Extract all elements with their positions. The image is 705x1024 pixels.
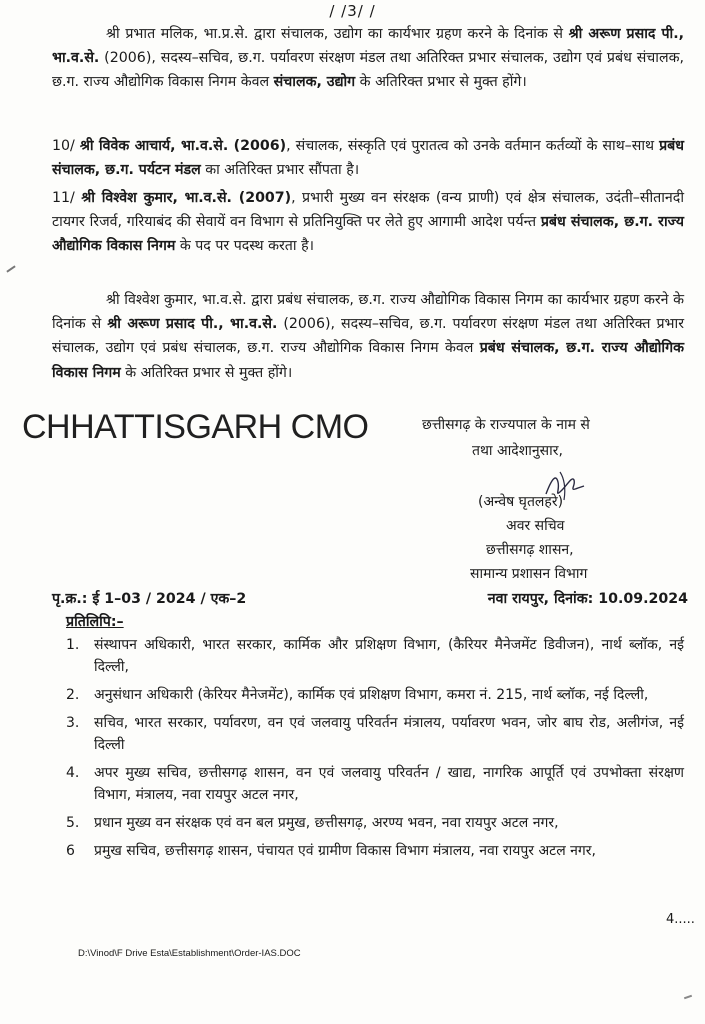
list-item-text: संस्थापन अधिकारी, भारत सरकार, कार्मिक और प्रशिक्षण विभाग, (कैरियर मैनेजमेंट डिवीजन), नार्थ ब्लॉक, नई दिल्ली, <box>94 637 684 675</box>
reference-number: पृ.क्र.: ई 1–03 / 2024 / एक–2 <box>52 591 247 607</box>
text: का अतिरिक्त प्रभार सौंपता है। <box>200 162 360 179</box>
paragraph-relieving-charge-2 <box>52 288 684 385</box>
text: के पद पर पदस्थ करता है। <box>175 238 314 255</box>
text: के अतिरिक्त प्रभार से मुक्त होंगे। <box>355 74 527 91</box>
reference-line <box>52 589 688 608</box>
signatory-department: सामान्य प्रशासन विभाग <box>470 566 588 582</box>
list-item-number: 5. <box>66 815 80 831</box>
bold-text: प्रबंध संचालक, छ.ग. राज्य औद्योगिक विकास निगम <box>52 340 684 381</box>
list-item-number: 6 <box>66 843 75 859</box>
continued-marker: 4..... <box>666 912 695 927</box>
list-item-text: अपर मुख्य सचिव, छत्तीसगढ़ शासन, वन एवं जलवायु परिवर्तन / खाद्य, नागरिक आपूर्ति एवं उपभोक्ता संरक्षण विभाग, मंत्रालय, नवा रायपुर अटल नगर, <box>94 765 684 803</box>
paragraph-relieving-charge <box>52 22 684 95</box>
governor-line-2: तथा आदेशानुसार, <box>472 443 563 459</box>
list-item <box>66 762 684 806</box>
bold-text: श्री अरूण प्रसाद पी., भा.व.से. <box>52 26 684 67</box>
list-item <box>66 684 684 706</box>
page-number: / /3/ / <box>329 2 376 20</box>
bold-text: संचालक, उद्योग <box>273 74 356 91</box>
text: (2006), सदस्य–सचिव, छ.ग. पर्यावरण संरक्षण मंडल तथा अतिरिक्त प्रभार संचालक, उद्योग एवं प्रबंध संचालक, छ.ग. राज्य औद्योगिक विकास निगम केवल <box>52 50 684 91</box>
governor-line-1: छत्तीसगढ़ के राज्यपाल के नाम से <box>422 417 590 433</box>
signatory-government: छत्तीसगढ़ शासन, <box>486 542 574 558</box>
list-item-text: प्रधान मुख्य वन संरक्षक एवं वन बल प्रमुख, छत्तीसगढ़, अरण्य भवन, नवा रायपुर अटल नगर, <box>94 815 559 831</box>
bold-text: प्रबंध संचालक, छ.ग. पर्यटन मंडल <box>52 138 684 179</box>
list-item-text: अनुसंधान अधिकारी (केरियर मैनेजमेंट), कार्मिक एवं प्रशिक्षण विभाग, कमरा नं. 215, नार्थ ब्लॉक, नई दिल्ली, <box>94 687 649 703</box>
list-item-number: 3. <box>66 715 80 731</box>
text: श्री विश्वेश कुमार, भा.व.से. द्वारा प्रबंध संचालक, छ.ग. राज्य औद्योगिक विकास निगम का कार्यभार ग्रहण करने के दिनांक से <box>52 292 684 333</box>
text: श्री प्रभात मलिक, भा.प्र.से. द्वारा संचालक, उद्योग का कार्यभार ग्रहण करने के दिनांक से <box>106 26 569 42</box>
watermark-text: CHHATTISGARH CMO <box>22 408 369 446</box>
list-item-number: 4. <box>66 765 80 781</box>
list-item-number: 2. <box>66 687 80 703</box>
bold-text: श्री विवेक आचार्य, भा.व.से. (2006) <box>79 138 287 154</box>
copy-list <box>66 634 684 868</box>
bold-text: श्री विश्वेश कुमार, भा.व.से. (2007) <box>81 190 292 206</box>
place-date: नवा रायपुर, दिनांक: 10.09.2024 <box>487 591 688 607</box>
list-item-number: 1. <box>66 637 80 653</box>
item-number: 10/ <box>52 138 80 154</box>
list-item <box>66 840 684 862</box>
item-number: 11/ <box>52 190 82 206</box>
signatory-name: (अन्वेष घृतलहरे) <box>478 494 564 510</box>
order-item-10 <box>52 134 684 182</box>
scan-mark <box>684 995 692 1000</box>
signatory-designation: अवर सचिव <box>506 518 565 534</box>
file-path: D:\Vinod\F Drive Esta\Establishment\Order-IAS.DOC <box>78 948 301 959</box>
list-item <box>66 812 684 834</box>
list-item-text: सचिव, भारत सरकार, पर्यावरण, वन एवं जलवायु परिवर्तन मंत्रालय, पर्यावरण भवन, जोर बाघ रोड, अलीगंज, नई दिल्ली <box>94 715 684 753</box>
text: , प्रभारी मुख्य वन संरक्षक (वन्य प्राणी) एवं क्षेत्र संचालक, उदंती–सीतानदी टायगर रिजर्व, गरियाबंद की सेवायें वन विभाग से प्रतिनियुक्ति पर लेते हुए आगामी आदेश पर्यन्त <box>52 190 685 231</box>
text: , संचालक, संस्कृति एवं पुरातत्व को उनके वर्तमान कर्तव्यों के साथ–साथ <box>286 138 660 154</box>
bold-text: श्री अरूण प्रसाद पी., भा.व.से. <box>107 316 278 333</box>
governor-order-line <box>422 412 590 464</box>
bold-text: प्रबंध संचालक, छ.ग. राज्य औद्योगिक विकास निगम <box>52 214 684 255</box>
list-item <box>66 712 684 756</box>
order-item-11 <box>52 186 684 259</box>
list-item <box>66 634 684 678</box>
scan-mark <box>6 265 15 272</box>
signature-block <box>470 490 588 586</box>
copy-heading: प्रतिलिपि:– <box>66 614 124 630</box>
text: के अतिरिक्त प्रभार से मुक्त होंगे। <box>120 364 293 381</box>
list-item-text: प्रमुख सचिव, छत्तीसगढ़ शासन, पंचायत एवं ग्रामीण विकास विभाग मंत्रालय, नवा रायपुर अटल नगर, <box>94 843 596 859</box>
text: (2006), सदस्य–सचिव, छ.ग. पर्यावरण संरक्षण मंडल तथा अतिरिक्त प्रभार संचालक, उद्योग एवं प्रबंध संचालक, छ.ग. राज्य औद्योगिक विकास निगम केवल <box>52 316 684 357</box>
